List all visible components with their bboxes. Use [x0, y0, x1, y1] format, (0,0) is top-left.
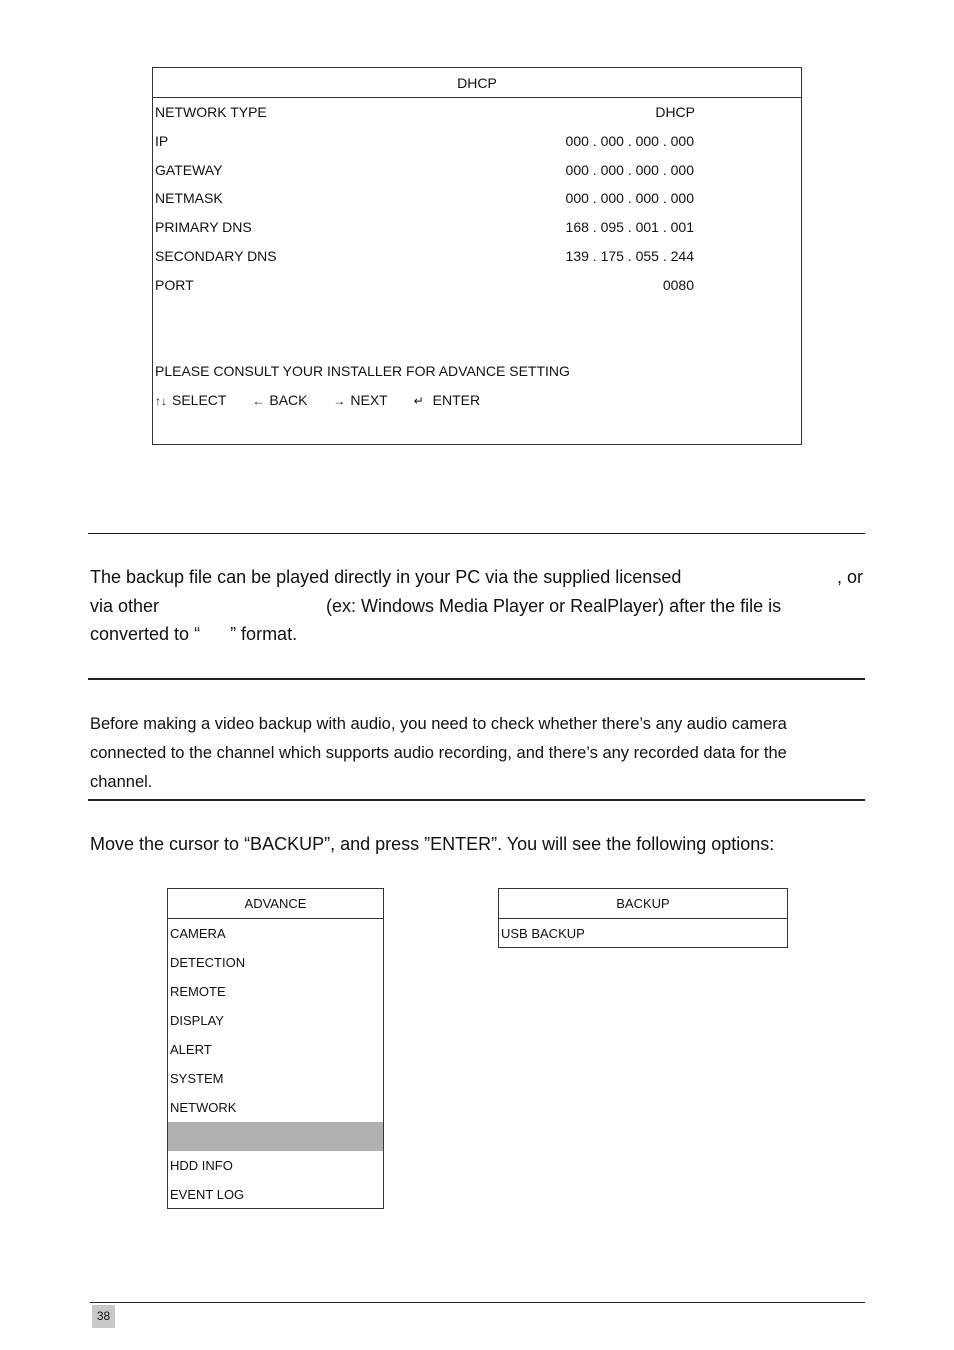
playback-line-1-start: The backup file can be played directly in your PC via the supplied licensed	[90, 567, 682, 587]
left-arrow-icon: ←	[252, 394, 265, 408]
ip-row[interactable]	[155, 131, 801, 151]
note-rule-bottom	[88, 799, 865, 801]
secondary-dns-label: SECONDARY DNS	[155, 248, 277, 264]
secondary-dns-row[interactable]	[155, 246, 801, 266]
right-arrow-icon: →	[333, 394, 346, 408]
footer-rule	[90, 1302, 865, 1303]
select-hint-label: SELECT	[172, 392, 227, 408]
secondary-dns-value: 139 . 175 . 055 . 244	[565, 248, 694, 264]
playback-line-1	[90, 563, 863, 592]
audio-note-line-3: channel.	[90, 773, 153, 791]
port-row[interactable]	[155, 275, 801, 295]
menu-item-hdd-info[interactable]: HDD INFO	[170, 1158, 233, 1173]
select-hint	[155, 390, 226, 411]
enter-hint-label: ENTER	[432, 392, 481, 408]
menu-item-backup-selected[interactable]	[170, 1122, 383, 1151]
back-hint	[252, 390, 307, 411]
note-rule-top	[88, 678, 865, 680]
ip-label: IP	[155, 133, 169, 149]
playback-paragraph	[90, 563, 863, 649]
ip-value: 000 . 000 . 000 . 000	[565, 133, 694, 149]
audio-note-line-2: connected to the channel which supports audio recording, and there’s any recorded data for the	[90, 744, 787, 762]
backup-menu-title: BACKUP	[616, 896, 670, 911]
advance-menu	[167, 888, 384, 1209]
section-rule-1	[88, 533, 865, 534]
port-label: PORT	[155, 277, 194, 293]
dhcp-panel-divider	[153, 97, 801, 98]
audio-note-line-1: Before making a video backup with audio, you need to check whether there’s any audio camera	[90, 715, 787, 733]
gateway-row[interactable]	[155, 160, 801, 180]
next-hint	[333, 390, 387, 411]
netmask-row[interactable]	[155, 188, 801, 208]
playback-line-2-start: via other	[90, 595, 160, 616]
advance-menu-title: ADVANCE	[244, 896, 307, 911]
network-type-value: DHCP	[655, 104, 695, 120]
backup-instruction: Move the cursor to “BACKUP”, and press ”ENTER”. You will see the following options:	[90, 834, 775, 854]
menu-item-detection[interactable]: DETECTION	[170, 955, 246, 970]
primary-dns-row[interactable]	[155, 217, 801, 237]
up-down-arrows-icon: ↑↓	[155, 394, 167, 408]
enter-return-icon: ↵	[413, 394, 424, 408]
playback-line-2-end: (ex: Windows Media Player or RealPlayer) after the file is	[326, 595, 782, 616]
dhcp-panel	[152, 67, 802, 445]
menu-item-network[interactable]: NETWORK	[170, 1100, 237, 1115]
menu-item-camera[interactable]: CAMERA	[170, 926, 226, 941]
playback-line-3: converted to “ ” format.	[90, 624, 298, 644]
network-type-label: NETWORK TYPE	[155, 104, 267, 120]
back-hint-label: BACK	[269, 392, 308, 408]
netmask-label: NETMASK	[155, 190, 223, 206]
dhcp-panel-title: DHCP	[457, 75, 497, 91]
playback-line-1-end: , or	[836, 567, 863, 587]
installer-advice: PLEASE CONSULT YOUR INSTALLER FOR ADVANCE SETTING	[155, 363, 570, 379]
menu-item-event-log[interactable]: EVENT LOG	[170, 1187, 245, 1202]
menu-item-display[interactable]: DISPLAY	[170, 1013, 224, 1028]
gateway-value: 000 . 000 . 000 . 000	[565, 162, 694, 178]
audio-note	[90, 710, 863, 797]
primary-dns-value: 168 . 095 . 001 . 001	[565, 219, 694, 235]
menu-item-usb-backup[interactable]: USB BACKUP	[501, 926, 585, 941]
playback-line-2	[90, 592, 863, 621]
backup-menu	[498, 888, 788, 948]
port-value: 0080	[662, 277, 694, 293]
key-hint-bar	[155, 390, 480, 410]
page-number: 38	[92, 1305, 115, 1328]
network-type-row[interactable]	[155, 102, 801, 122]
menu-item-alert[interactable]: ALERT	[170, 1042, 212, 1057]
netmask-value: 000 . 000 . 000 . 000	[565, 190, 694, 206]
gateway-label: GATEWAY	[155, 162, 223, 178]
enter-hint	[414, 390, 481, 411]
next-hint-label: NEXT	[350, 392, 388, 408]
menu-item-system[interactable]: SYSTEM	[170, 1071, 224, 1086]
menu-item-remote[interactable]: REMOTE	[170, 984, 226, 999]
primary-dns-label: PRIMARY DNS	[155, 219, 252, 235]
